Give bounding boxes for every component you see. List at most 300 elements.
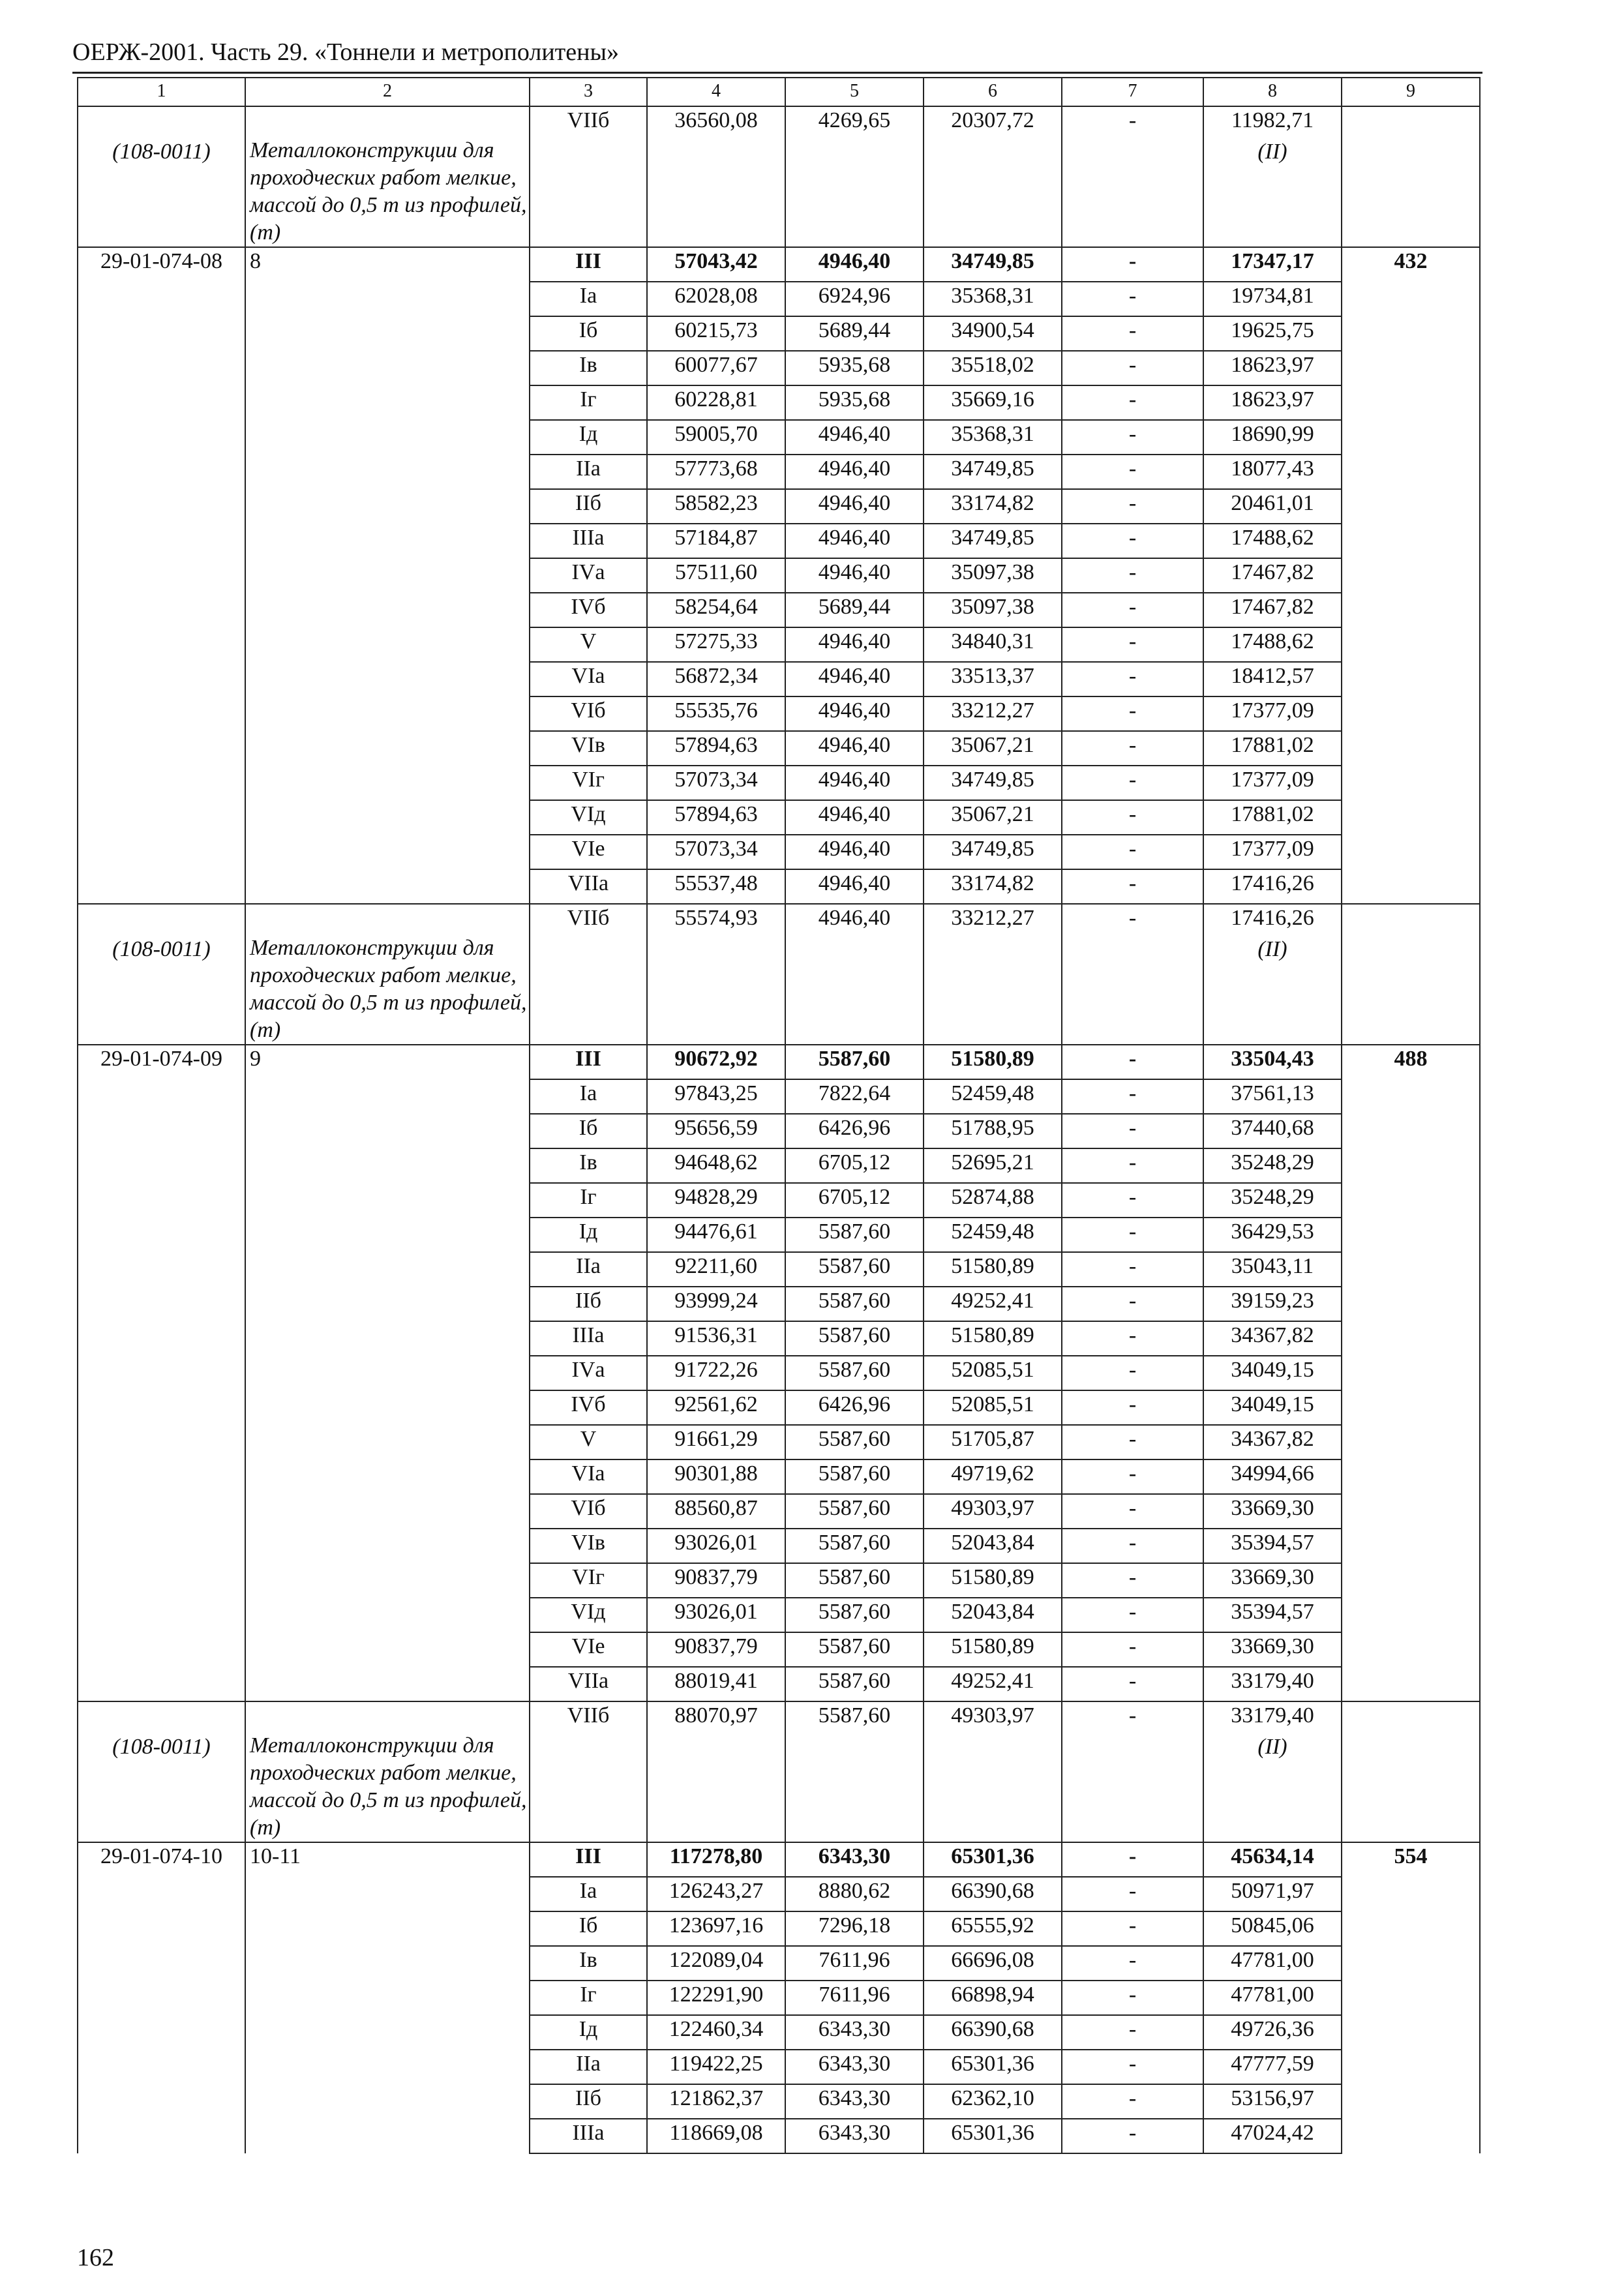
region-cell: Iг [530,1981,647,2015]
value-cell: 35043,11 [1203,1252,1342,1287]
value-cell: 35097,38 [924,558,1062,593]
name-cell [245,1946,530,1981]
table-row [78,593,1480,627]
value-cell: - [1062,1632,1203,1667]
name-cell [245,1981,530,2015]
name-cell [245,1425,530,1459]
table-row [78,2050,1480,2084]
region-cell: VIб [530,1494,647,1529]
value-cell: 37440,68 [1203,1114,1342,1148]
value-cell: - [1062,835,1203,869]
value-cell: 6343,30 [785,2119,924,2153]
value-cell: 57894,63 [647,731,785,766]
name-cell [245,316,530,351]
table-row [78,869,1480,904]
header-rule [72,72,1482,74]
region-cell: Iа [530,282,647,316]
code-cell [78,1321,245,1356]
value-cell: 35067,21 [924,800,1062,835]
column9-cell [1342,835,1480,869]
value-cell: 4946,40 [785,420,924,455]
value-cell: 92211,60 [647,1252,785,1287]
name-cell [245,1459,530,1494]
code-cell [78,351,245,385]
value-cell: 52459,48 [924,1218,1062,1252]
region-cell: VIа [530,1459,647,1494]
value-cell: 5587,60 [785,1494,924,1529]
value-cell: 123697,16 [647,1911,785,1946]
name-cell: 9 [245,1045,530,1079]
table-row [78,1218,1480,1252]
table-row [78,662,1480,696]
value-cell: 95656,59 [647,1114,785,1148]
code-cell [78,2015,245,2050]
column9-cell [1342,489,1480,524]
code-cell [78,696,245,731]
code-cell [78,455,245,489]
table-row [78,1529,1480,1563]
resource-description: Металлоконструкции для проходческих работ мелкие, массой до 0,5 т из профилей, (т) [250,936,527,1042]
table-row [78,1946,1480,1981]
name-cell [245,455,530,489]
value-cell: - [1062,1425,1203,1459]
value-cell: - [1062,1390,1203,1425]
name-cell [245,1667,530,1701]
value-cell: 17377,09 [1203,696,1342,731]
column9-cell [1342,2119,1480,2153]
name-cell [245,731,530,766]
value-cell: 6343,30 [785,2015,924,2050]
value-cell: 5935,68 [785,385,924,420]
code-cell [78,1598,245,1632]
value-cell: 60077,67 [647,351,785,385]
value-cell: - [1062,1981,1203,2015]
region-cell: Iв [530,351,647,385]
value-cell: - [1062,282,1203,316]
name-cell [245,1911,530,1946]
column9-cell [1342,351,1480,385]
region-cell: VIд [530,1598,647,1632]
region-cell: VIд [530,800,647,835]
region-cell: VIIб [530,106,647,247]
column9-cell [1342,1218,1480,1252]
value-cell: 58254,64 [647,593,785,627]
region-cell: IIб [530,1287,647,1321]
value-cell: - [1062,1218,1203,1252]
column9-cell [1342,1390,1480,1425]
name-cell [245,1218,530,1252]
name-cell [245,1114,530,1148]
column9-cell [1342,1459,1480,1494]
code-cell [78,282,245,316]
value-cell: 126243,27 [647,1877,785,1911]
value-cell: 62028,08 [647,282,785,316]
value-cell: - [1062,1045,1203,1079]
name-cell [245,1148,530,1183]
region-cell: Iб [530,316,647,351]
table-row [78,1494,1480,1529]
column-number-cell: 8 [1203,78,1342,106]
value-cell: - [1062,731,1203,766]
name-cell [245,2119,530,2153]
region-cell: Iв [530,1148,647,1183]
column-number-cell: 6 [924,78,1062,106]
region-cell: IVа [530,558,647,593]
value-cell: - [1062,1321,1203,1356]
value-cell: 17488,62 [1203,627,1342,662]
code-cell [78,2084,245,2119]
value-cell: - [1062,1252,1203,1287]
value-cell: 4946,40 [785,489,924,524]
value-cell: - [1062,524,1203,558]
empty-cell [1342,106,1480,247]
table-row [78,282,1480,316]
name-cell [245,1598,530,1632]
value-cell: 65301,36 [924,2050,1062,2084]
value-cell: 33174,82 [924,869,1062,904]
value-cell: 35394,57 [1203,1598,1342,1632]
value-cell: 94828,29 [647,1183,785,1218]
value-cell: 20307,72 [924,106,1062,247]
column9-cell [1342,1598,1480,1632]
value-cell: 33212,27 [924,904,1062,1045]
code-cell [78,1079,245,1114]
region-cell: IIб [530,489,647,524]
name-cell [245,2050,530,2084]
value-cell: - [1062,1287,1203,1321]
value-cell: 57043,42 [647,247,785,282]
value-cell: 94476,61 [647,1218,785,1252]
value-cell: 17467,82 [1203,558,1342,593]
column9-cell [1342,1494,1480,1529]
value-cell: - [1062,1946,1203,1981]
name-cell [245,696,530,731]
value-cell: 93999,24 [647,1287,785,1321]
region-cell: III [530,1842,647,1877]
value-cell [1203,904,1342,1045]
value-cell: 88070,97 [647,1701,785,1842]
value-cell: 45634,14 [1203,1842,1342,1877]
value-cell: 34749,85 [924,766,1062,800]
value-cell: 19625,75 [1203,316,1342,351]
value-cell: 17377,09 [1203,835,1342,869]
column9-cell: 488 [1342,1045,1480,1079]
value-cell: 4269,65 [785,106,924,247]
name-cell [245,385,530,420]
column9-cell [1342,731,1480,766]
value-cell: 36560,08 [647,106,785,247]
region-cell: IIа [530,2050,647,2084]
table-row [78,1287,1480,1321]
code-cell [78,524,245,558]
code-cell [78,1877,245,1911]
value-cell: 52043,84 [924,1529,1062,1563]
value-cell: 33669,30 [1203,1563,1342,1598]
value-cell: 59005,70 [647,420,785,455]
value-cell: 33669,30 [1203,1632,1342,1667]
name-cell: 10-11 [245,1842,530,1877]
rates-table-container [77,77,1481,2154]
code-cell [78,1425,245,1459]
value-cell: 91661,29 [647,1425,785,1459]
value-cell: 4946,40 [785,455,924,489]
table-row [78,1252,1480,1287]
region-cell: Iа [530,1079,647,1114]
value-cell: 49719,62 [924,1459,1062,1494]
column9-cell [1342,1252,1480,1287]
column9-cell [1342,696,1480,731]
value-cell: 18412,57 [1203,662,1342,696]
table-row [78,1114,1480,1148]
table-row [78,1459,1480,1494]
table-row [78,455,1480,489]
value-cell: 35394,57 [1203,1529,1342,1563]
column9-cell [1342,420,1480,455]
code-cell [78,731,245,766]
code-cell [78,1632,245,1667]
column9-cell [1342,1425,1480,1459]
value-cell: 55535,76 [647,696,785,731]
value-cell: 55574,93 [647,904,785,1045]
value-cell: 34367,82 [1203,1425,1342,1459]
value-cell: 52695,21 [924,1148,1062,1183]
value-cell: - [1062,1563,1203,1598]
value-cell: 52459,48 [924,1079,1062,1114]
value-cell: 60215,73 [647,316,785,351]
value-cell: 50845,06 [1203,1911,1342,1946]
column9-cell [1342,869,1480,904]
value-cell: 6924,96 [785,282,924,316]
value-cell: 19734,81 [1203,282,1342,316]
value-cell: - [1062,1114,1203,1148]
code-cell [78,869,245,904]
code-cell [78,800,245,835]
column9-cell [1342,1946,1480,1981]
value-cell: - [1062,558,1203,593]
table-row [78,1183,1480,1218]
value-cell: 118669,08 [647,2119,785,2153]
value-cell: 4946,40 [785,662,924,696]
value-cell: 49726,36 [1203,2015,1342,2050]
value-cell: 50971,97 [1203,1877,1342,1911]
value-cell: 20461,01 [1203,489,1342,524]
column9-cell [1342,1356,1480,1390]
value-cell: 5689,44 [785,316,924,351]
region-cell: Iа [530,1877,647,1911]
table-row [78,2015,1480,2050]
value-cell: 5587,60 [785,1459,924,1494]
value-cell: 34840,31 [924,627,1062,662]
rates-table [77,77,1481,2154]
code-cell [78,1287,245,1321]
region-cell: VIг [530,766,647,800]
resource-class: (II) [1257,1735,1287,1759]
table-row [78,835,1480,869]
value-cell: 66696,08 [924,1946,1062,1981]
value-cell: - [1062,662,1203,696]
region-cell: IIб [530,2084,647,2119]
table-row [78,627,1480,662]
column9-cell [1342,385,1480,420]
region-cell: Iд [530,420,647,455]
table-row [78,2084,1480,2119]
value-cell: 52874,88 [924,1183,1062,1218]
value-cell: 92561,62 [647,1390,785,1425]
table-row [78,1632,1480,1667]
resource-code-cell [78,106,245,247]
value-cell: 17416,26 [1203,869,1342,904]
value-cell: 93026,01 [647,1529,785,1563]
value-cell: - [1062,1459,1203,1494]
table-row [78,1563,1480,1598]
value-cell: 35368,31 [924,282,1062,316]
value-cell: 4946,40 [785,800,924,835]
value-text: 17416,26 [1231,906,1314,930]
value-cell: 6705,12 [785,1148,924,1183]
value-cell: - [1062,1911,1203,1946]
column-number-cell: 9 [1342,78,1480,106]
value-cell: 122460,34 [647,2015,785,2050]
column9-cell [1342,662,1480,696]
resource-description: Металлоконструкции для проходческих работ мелкие, массой до 0,5 т из профилей, (т) [250,1733,527,1840]
code-cell [78,1911,245,1946]
code-cell [78,558,245,593]
region-cell: VIг [530,1563,647,1598]
column9-cell [1342,282,1480,316]
resource-code: (108-0011) [112,937,211,961]
value-cell: 33212,27 [924,696,1062,731]
name-cell [245,662,530,696]
column9-cell [1342,1667,1480,1701]
value-cell: 57773,68 [647,455,785,489]
value-cell: 94648,62 [647,1148,785,1183]
value-cell: - [1062,1529,1203,1563]
rates-table-body [78,78,1480,2153]
region-cell: VIв [530,731,647,766]
value-cell: 4946,40 [785,524,924,558]
name-cell [245,558,530,593]
value-cell: 62362,10 [924,2084,1062,2119]
value-cell: 33669,30 [1203,1494,1342,1529]
column9-cell [1342,800,1480,835]
value-cell: 97843,25 [647,1079,785,1114]
resource-class: (II) [1257,140,1287,164]
column9-cell [1342,2084,1480,2119]
table-row [78,800,1480,835]
region-cell: Iб [530,1911,647,1946]
value-cell: 37561,13 [1203,1079,1342,1114]
value-cell: 5587,60 [785,1425,924,1459]
value-cell: 58582,23 [647,489,785,524]
column9-cell [1342,1632,1480,1667]
name-cell [245,1529,530,1563]
code-cell [78,420,245,455]
value-cell: 17488,62 [1203,524,1342,558]
name-cell [245,800,530,835]
value-cell: 65301,36 [924,1842,1062,1877]
region-cell: VIб [530,696,647,731]
value-cell: 66390,68 [924,2015,1062,2050]
code-cell [78,1218,245,1252]
code-cell [78,1529,245,1563]
region-cell: III [530,1045,647,1079]
column9-cell [1342,1877,1480,1911]
value-cell: - [1062,1494,1203,1529]
value-cell: - [1062,627,1203,662]
value-cell: 34049,15 [1203,1356,1342,1390]
value-cell: 51580,89 [924,1563,1062,1598]
name-cell [245,766,530,800]
table-row [78,1425,1480,1459]
region-cell: VIе [530,1632,647,1667]
value-cell: 17881,02 [1203,800,1342,835]
value-cell: 88019,41 [647,1667,785,1701]
column-number-cell: 2 [245,78,530,106]
region-cell: IVб [530,593,647,627]
value-cell: 34994,66 [1203,1459,1342,1494]
value-cell: 60228,81 [647,385,785,420]
value-cell: 17347,17 [1203,247,1342,282]
table-row [78,1911,1480,1946]
value-cell: 122291,90 [647,1981,785,2015]
table-row [78,766,1480,800]
value-cell: - [1062,593,1203,627]
value-cell: 5587,60 [785,1252,924,1287]
resource-row [78,1701,1480,1842]
column9-cell [1342,455,1480,489]
table-row [78,1842,1480,1877]
value-cell: - [1062,1701,1203,1842]
table-row [78,1356,1480,1390]
region-cell: III [530,247,647,282]
value-cell: 35518,02 [924,351,1062,385]
column9-cell [1342,524,1480,558]
value-cell: - [1062,904,1203,1045]
value-cell: 57275,33 [647,627,785,662]
region-cell: IIа [530,1252,647,1287]
name-cell [245,1287,530,1321]
code-cell [78,1494,245,1529]
table-row [78,316,1480,351]
name-cell [245,1183,530,1218]
value-cell: - [1062,385,1203,420]
value-cell: - [1062,106,1203,247]
value-cell: - [1062,696,1203,731]
value-cell: 51788,95 [924,1114,1062,1148]
code-cell [78,2050,245,2084]
code-cell [78,627,245,662]
column9-cell [1342,593,1480,627]
name-cell [245,1390,530,1425]
value-cell: 4946,40 [785,766,924,800]
value-cell: - [1062,1877,1203,1911]
value-cell: 36429,53 [1203,1218,1342,1252]
value-cell: 57073,34 [647,835,785,869]
value-cell [1203,106,1342,247]
value-cell: 93026,01 [647,1598,785,1632]
name-cell [245,1563,530,1598]
column9-cell [1342,627,1480,662]
value-cell: - [1062,455,1203,489]
region-cell: Iд [530,1218,647,1252]
value-cell: 4946,40 [785,731,924,766]
value-cell: 33504,43 [1203,1045,1342,1079]
value-cell: 47781,00 [1203,1981,1342,2015]
value-cell: 34367,82 [1203,1321,1342,1356]
value-cell: 35097,38 [924,593,1062,627]
name-cell: 8 [245,247,530,282]
value-cell: 4946,40 [785,835,924,869]
